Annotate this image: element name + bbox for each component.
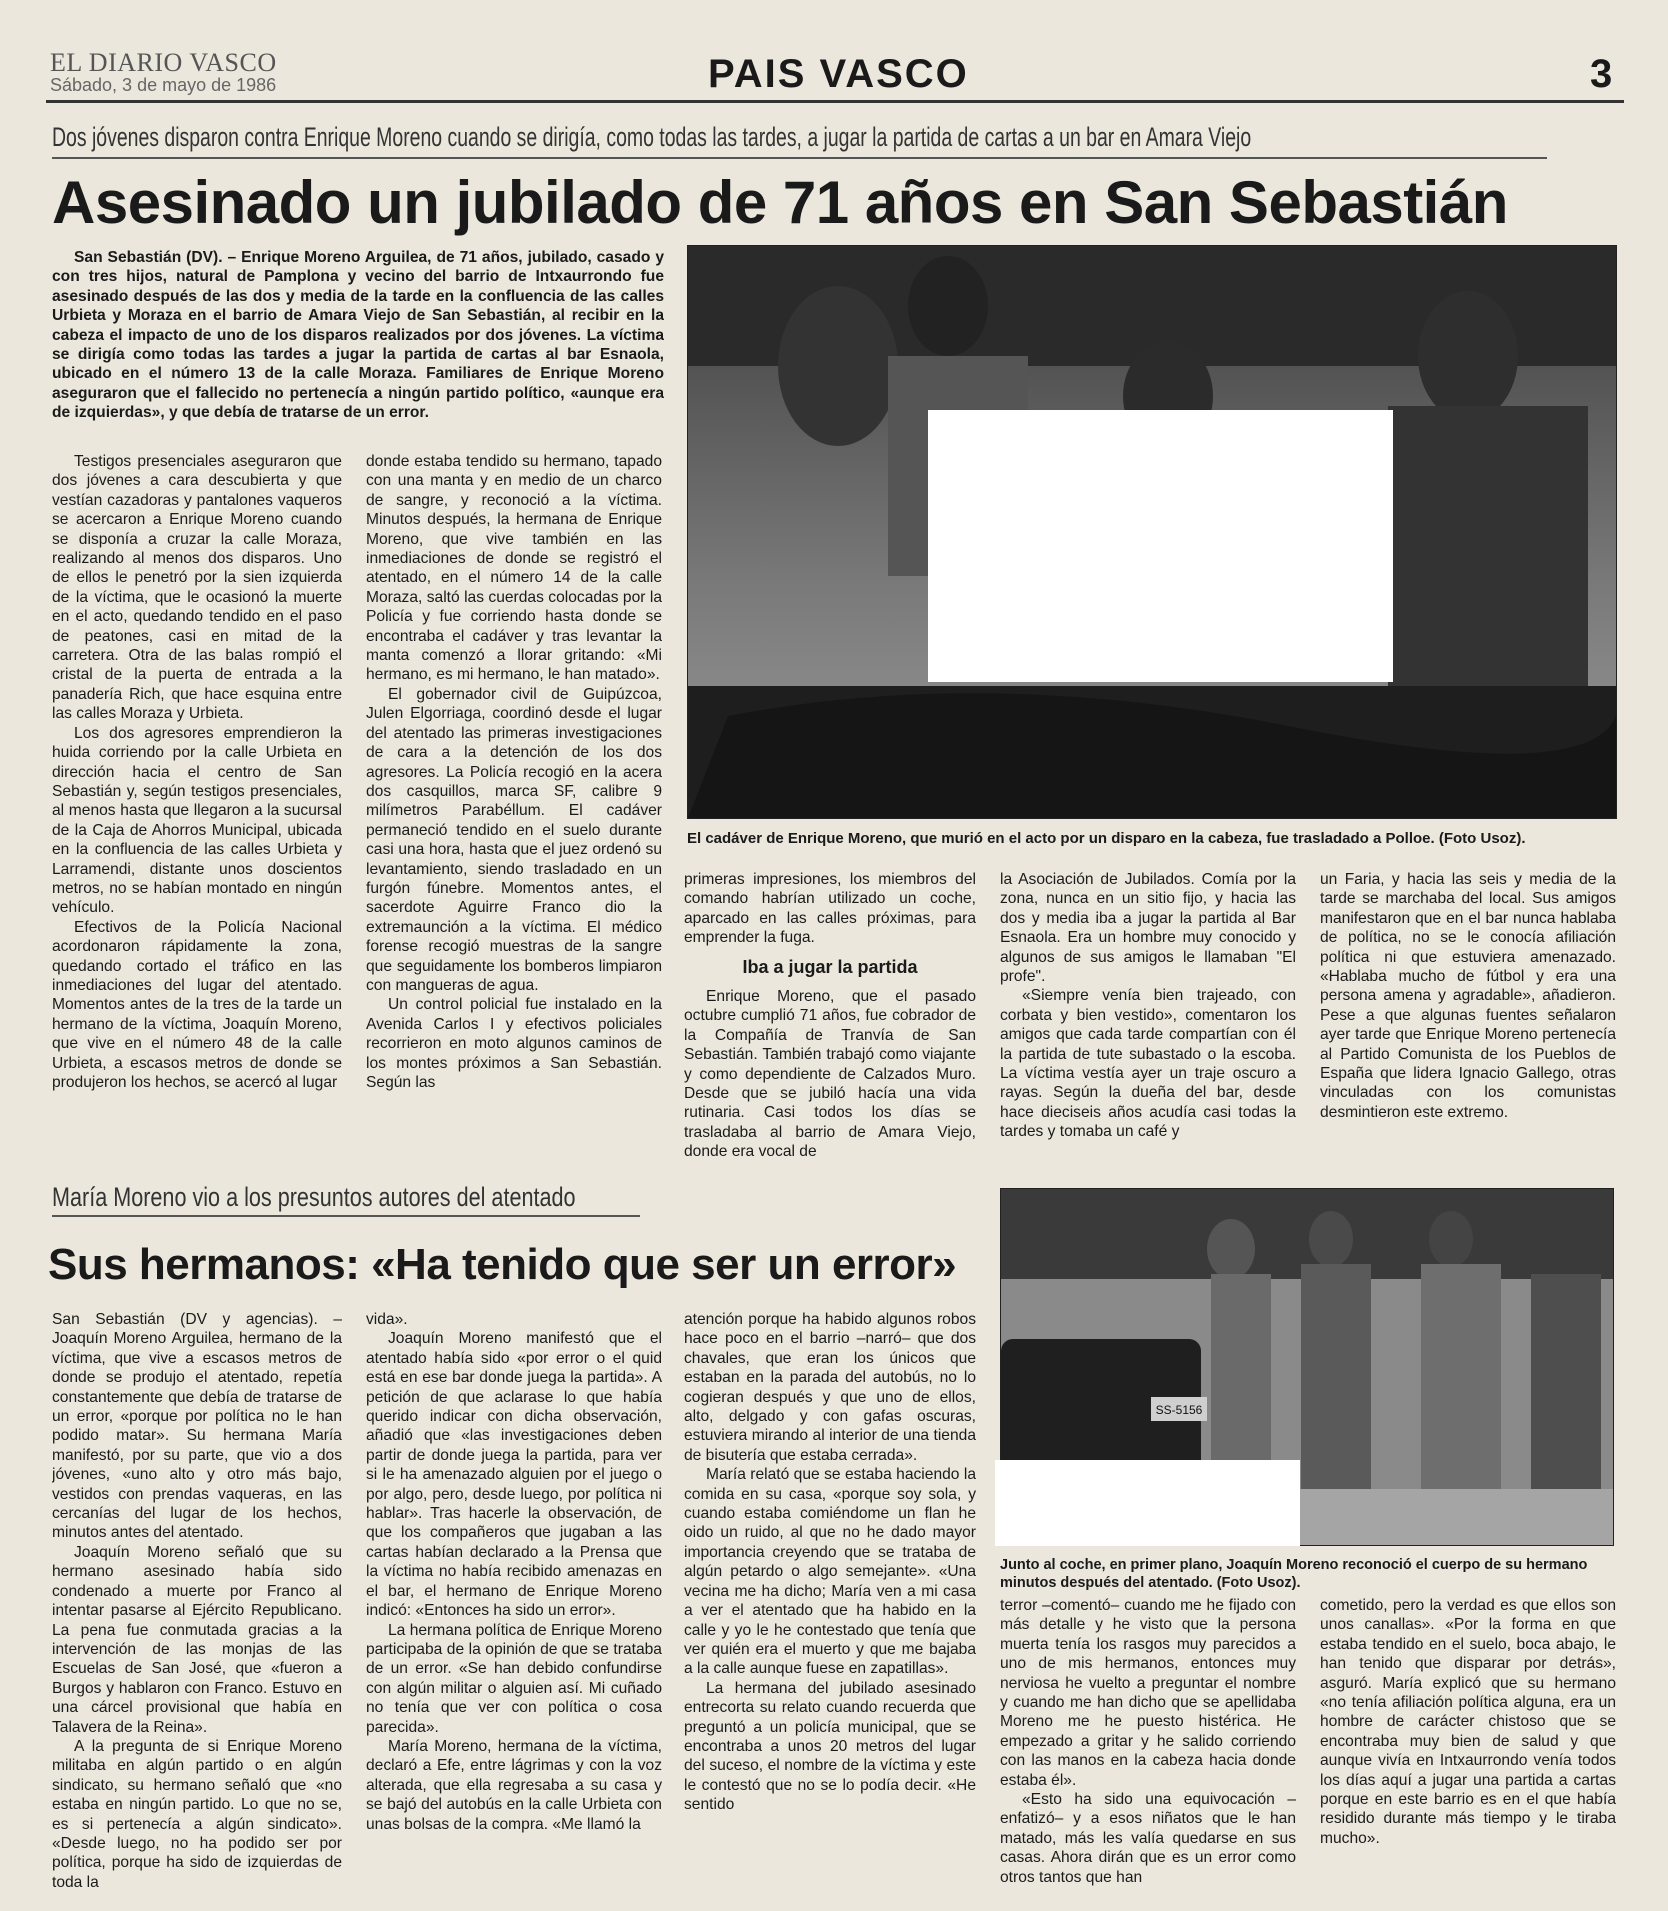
paragraph: atención porque ha habido algunos robos hace poco en el barrio –narró– que dos chavales, que eran los únicos que estaban en la parada del autobús, no lo cogieran después y que uno de ellos, alto, delgado y con gafas oscuras, estuviera mirando al interior de una tienda de bisutería que estaba cerrada». (684, 1311, 976, 1464)
article1-column-3 (684, 870, 976, 1166)
paragraph: cometido, pero la verdad es que ellos son unos canallas». «Por la forma en que estaba tendido en el suelo, boca abajo, le han tenido que disparar por detrás», asguró. María explicó que su hermano «no tenía afiliación política alguna, era un hombre de carácter chistoso que se encontraba muy bien de salud y que aunque vivía en Intxaurrondo venía todos los días aquí a jugar una partida a cartas porque en este barrio es en el que había residido durante más tiempo y le tiraba mucho». (1320, 1597, 1616, 1847)
article2-column-2 (366, 1310, 662, 1894)
photo2-caption: Junto al coche, en primer plano, Joaquín Moreno reconoció el cuerpo de su hermano minutos después del atentado. (Foto Usoz). (1000, 1557, 1588, 1591)
kicker2-underline (52, 1215, 640, 1217)
paragraph: «Esto ha sido una equivocación –enfatizó– y a esos niñatos que le han matado, más les valía quedarse en sus casas. Ahora dirán que es un error como otros tantos que han (1000, 1791, 1296, 1886)
article1-lead (52, 248, 664, 430)
paragraph: María Moreno, hermana de la víctima, declaró a Efe, entre lágrimas y con la voz alterada, que ella regresaba a su casa y se bajó del autobús en la calle Urbieta con unas bolsas de la compra. «Me llamó la (366, 1737, 662, 1833)
article2-column-4 (1000, 1596, 1296, 1894)
paragraph: donde estaba tendido su hermano, tapado con una manta y en medio de un charco de sangre, y reconoció a la víctima. Minutos después, la hermana de Enrique Moreno, que vive también en las inmediaciones de donde se registró el atentado, en el número 14 de la calle Moraza, saltó las cuerdas colocadas por la Policía y fue corriendo hasta donde se encontraba el cadáver y tras levantar la manta comenzó a llorar gritando: «Mi hermano, es mi hermano, le han matado». (366, 453, 662, 684)
paragraph: la Asociación de Jubilados. Comía por la zona, nunca en un sitio fijo, y hacia las dos y media iba a jugar la partida al Bar Esnaola. Era un hombre muy conocido y algunos de sus amigos le llamaban "El profe". (1000, 871, 1296, 986)
redaction-box (995, 1460, 1300, 1546)
lead-paragraph: San Sebastián (DV). – Enrique Moreno Arguilea, de 71 años, jubilado, casado y con tres hijos, natural de Pamplona y vecino del barrio de Intxaurrondo fue asesinado después de las dos y media de la tarde en la confluencia de las calles Urbieta y Moraza en el barrio de Amara Viejo de San Sebastián, al recibir en la cabeza el impacto de uno de los disparos realizados por dos jóvenes. La víctima se dirigía como todas las tardes a jugar la partida de cartas al bar Esnaola, ubicado en el número 13 de la calle Moraza. Familiares de Enrique Moreno aseguraron que el fallecido no pertenecía a ningún partido político, «aunque era de izquierdas», y que debía de tratarse de un error. (52, 249, 664, 422)
license-plate: SS-5156 (1155, 1403, 1203, 1417)
paragraph: Enrique Moreno, que el pasado octubre cumplió 71 años, fue cobrador de la Compañía de Tranvía de San Sebastián. También trabajó como viajante y como dependiente de Calzados Muro. Desde que se jubiló hacía una vida rutinaria. Casi todos los días se trasladaba al barrio de Amara Viejo, donde era vocal de (684, 988, 976, 1161)
article2-column-5 (1320, 1596, 1616, 1894)
paragraph: Un control policial fue instalado en la Avenida Carlos I y efectivos policiales recorrieron en moto algunos caminos de los montes próximos a San Sebastián. Según las (366, 996, 662, 1091)
paragraph: María relató que se estaba haciendo la comida en su casa, «porque soy sola, y cuando estaba comiéndome un flan he oido un ruido, al que no he dado mayor importancia creyendo que se trataba de algún petardo o algo semejante». «Una vecina me ha dicho; María ven a mi casa a ver el atentado que ha habido en la calle y yo le he contestado que tenía que ver quién era el muerto y que me bajaba a la calle aunque fuese en zapatillas». (684, 1466, 976, 1678)
paragraph: Testigos presenciales aseguraron que dos jóvenes a cara descubierta y que vestían cazadoras y pantalones vaqueros se acercaron a Enrique Moreno cuando se disponía a cruzar la calle Moraza, realizando al menos dos disparos. Uno de ellos le penetró por la sien izquierda de la víctima, que le ocasionó la muerte en el acto, quedando tendido en el paso de peatones, casi en mitad de la carretera. Otra de las balas rompió el cristal de la puerta de entrada a la panadería Rich, que hace esquina entre las calles Moraza y Urbieta. (52, 453, 342, 723)
paragraph: vida». (366, 1311, 408, 1328)
article2-column-3 (684, 1310, 976, 1894)
paragraph: A la pregunta de si Enrique Moreno militaba en algún partido o en algún sindicato, su hermano señaló que «no estaba en ningún partido. Lo que no se, es si pertenecía a algún sindicato». «Desde luego, no ha podido ser por política, porque ha sido de izquierdas de toda la (52, 1737, 342, 1891)
paragraph: La hermana política de Enrique Moreno participaba de la opinión de que se trataba de un error. «Se han debido confundirse con algún militar o alguien así. Mi cuñado no tenía que ver con política o cosa parecida». (366, 1621, 662, 1736)
paragraph: un Faria, y hacia las seis y media de la tarde se marchaba del local. Sus amigos manifestaron que en el bar nunca hablaba de política, no se le conocía afiliación política ni que estuviera amenazado. «Hablaba mucho de fútbol y era una persona amena y agradable», añadieron. Pese a que algunas fuentes señalaron ayer tarde que Enrique Moreno pertenecía al Partido Comunista de los Pueblos de España que lidera Ignacio Gallego, otras vinculadas con los comunistas desmintieron este extremo. (1320, 871, 1616, 1121)
masthead-rule (46, 100, 1624, 103)
section-title: PAIS VASCO (708, 52, 969, 96)
article1-column-2 (366, 452, 662, 1166)
article2-column-1 (52, 1310, 342, 1894)
article1-column-4 (1000, 870, 1296, 1166)
paragraph: Los dos agresores emprendieron la huida corriendo por la calle Urbieta en dirección hacia el centro de San Sebastián y, según testigos presenciales, al menos hasta que llegaron a la sucursal de la Caja de Ahorros Municipal, ubicada en la confluencia de las calles Urbieta y Larramendi, distante unos doscientos metros, no se habían montado en ningún vehículo. (52, 724, 342, 917)
paragraph: Joaquín Moreno manifestó que el atentado había sido «por error o el quid está en ese bar donde juega la partida». A petición de que aclarase lo que había querido indicar con dicha observación, añadió que «las investigaciones deben partir de donde juega la partida, para ver si le ha amenazado alguien por el juego o por algo, pero, desde luego, por política ni hablar». Tras hacerle la observación, de que los compañeros que jugaban a las cartas habían declarado a la Prensa que la víctima no había recibido amenazas en el bar, el hermano de Enrique Moreno indicó: «Entonces ha sido un error». (366, 1330, 662, 1620)
paragraph: Efectivos de la Policía Nacional acordonaron rápidamente la zona, quedando cortado el tráfico en las inmediaciones del lugar del atentado. Momentos antes de la tres de la tarde un hermano de la víctima, Joaquín Moreno, que vive en el número 48 de la calle Urbieta, a escasos metros de donde se produjeron los hechos, se acercó al lugar (52, 918, 342, 1091)
article1-kicker: Dos jóvenes disparon contra Enrique Moreno cuando se dirigía, como todas las tardes, a jugar la partida de cartas a un bar en Amara Viejo (52, 122, 1252, 152)
redaction-box (928, 410, 1393, 682)
issue-date: Sábado, 3 de mayo de 1986 (50, 75, 277, 95)
paragraph: La hermana del jubilado asesinado entrecorta su relato cuando recuerda que preguntó a un policía municipal, que se encontraba a unos 20 metros del lugar del suceso, el nombre de la víctima y este le contestó que no se lo podía decir. «He sentido (684, 1679, 976, 1814)
article2-headline: Sus hermanos: «Ha tenido que ser un error» (48, 1240, 957, 1289)
article1-column-5 (1320, 870, 1616, 1166)
article2-kicker: María Moreno vio a los presuntos autores del atentado (52, 1182, 576, 1212)
paragraph: San Sebastián (DV y agencias). – Joaquín Moreno Arguilea, hermano de la víctima, que vive a escasos metros de donde se produjo el atentado, repetía constantemente que debía de tratarse de un error, «porque por política no le han podido matar». Su hermana María manifestó, por su parte, que vio a dos jóvenes, «uno alto y otro más bajo, vestidos con prendas vaqueras, en las cercanías del lugar de los hechos, minutos antes del atentado. (52, 1311, 342, 1542)
paragraph: Joaquín Moreno señaló que su hermano asesinado había sido condenado a muerte por Franco al intentar pasarse al Ejército Republicano. La pena fue conmutada gracias a la intervención de las monjas de las Escuelas de San José, que «fueron a Burgos y hablaron con Franco. Estuvo en una cárcel provisional que había en Talavera de la Reina». (52, 1543, 342, 1736)
page-number: 3 (1590, 52, 1613, 96)
photo1-caption: El cadáver de Enrique Moreno, que murió en el acto por un disparo en la cabeza, fue trasladado a Polloe. (Foto Usoz). (687, 830, 1526, 847)
article1-subhead: Iba a jugar la partida (742, 956, 918, 977)
paragraph: terror –comentó– cuando me he fijado con más detalle y he visto que la persona muerta tenía los rasgos muy parecidos a uno de mis hermanos, entonces muy nerviosa he vuelto a preguntar el nombre y cuando me han dicho que se apellidaba Moreno me he puesto histérica. He empezado a gritar y he salido corriendo con las manos en la cabeza hacia donde estaba él». (1000, 1597, 1296, 1789)
kicker-underline (52, 157, 1547, 159)
newspaper-name: EL DIARIO VASCO (50, 48, 277, 77)
paragraph: «Siempre venía bien trajeado, con corbata y bien vestido», comentaron los amigos que cada tarde compartían con él la partida de tute subastado o la escoba. La víctima vestía ayer un traje oscuro a rayas. Según la dueña del bar, desde hace dieciseis años acudía casi todas la tardes y tomaba un café y (1000, 987, 1296, 1141)
paragraph: primeras impresiones, los miembros del comando habrían utilizado un coche, aparcado en las calles próximas, para emprender la fuga. (684, 871, 976, 947)
paragraph: El gobernador civil de Guipúzcoa, Julen Elgorriaga, coordinó desde el lugar del atentado las primeras investigaciones de cara a la detención de los dos agresores. La Policía recogió en la acera dos casquillos, marca SF, calibre 9 milímetros Parabéllum. El cadáver permaneció tendido en el suelo durante casi una hora, hasta que el juez ordenó su levantamiento, siendo trasladado en un furgón fúnebre. Momentos antes, el sacerdote Aguirre Franco dio la extremaunción a la víctima. El médico forense recogió muestras de la sangre que seguidamente los bomberos limpiaron con mangueras de agua. (366, 685, 662, 994)
article1-headline: Asesinado un jubilado de 71 años en San Sebastián (52, 169, 1508, 236)
article1-column-1 (52, 452, 342, 1166)
